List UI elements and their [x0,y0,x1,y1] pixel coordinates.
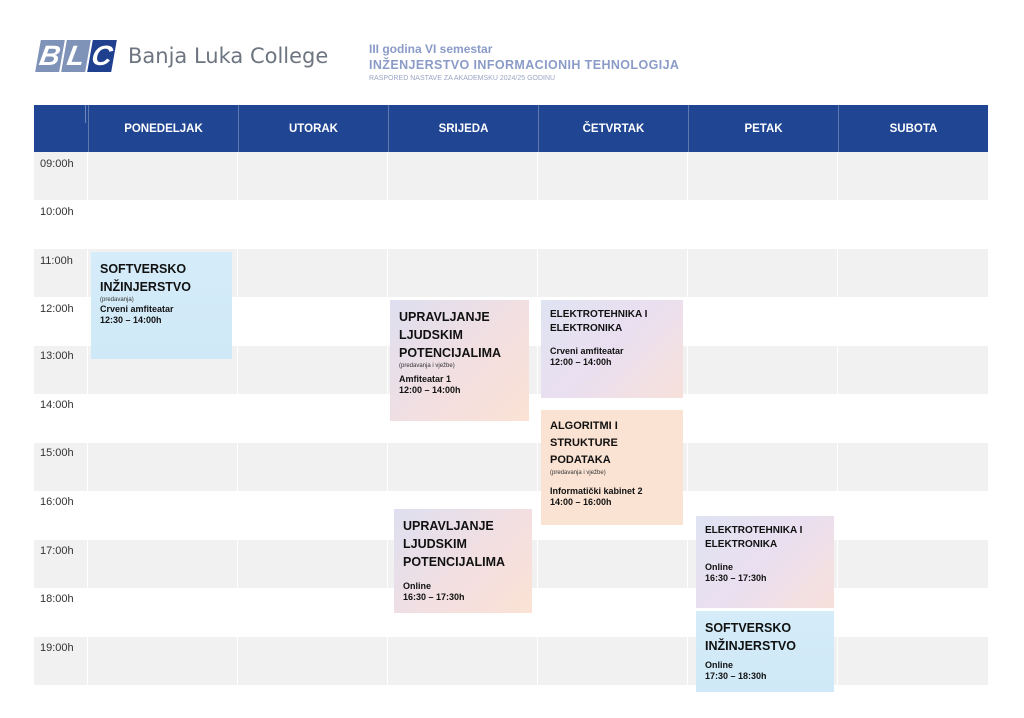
college-name: Banja Luka College [128,44,329,68]
event-room: Informatički kabinet 2 [550,486,643,496]
day-wednesday: SRIJEDA [388,105,538,152]
event-room: Amfiteatar 1 [399,374,452,384]
event-time: 16:30 – 17:30h [403,592,465,602]
hour-row [34,443,988,491]
event-room: Crveni amfiteatar [550,346,624,356]
hour-label: 14:00h [40,399,74,411]
event-elektrotehnika-thu[interactable] [541,300,683,398]
hour-label: 11:00h [40,255,73,267]
hour-label: 12:00h [40,303,74,315]
event-room: Crveni amfiteatar [100,304,174,314]
event-type: (predavanja) [100,297,134,303]
hour-label: 15:00h [40,447,74,459]
event-type: (predavanja i vježbe) [399,363,455,369]
event-title: ALGORITMI I STRUKTURE PODATAKA [550,420,618,466]
event-title: ELEKTROTEHNIKA I ELEKTRONIKA [550,309,648,334]
college-logo [38,40,328,72]
semester-label: III godina VI semestar [369,42,493,56]
hour-row [34,637,988,685]
column-divider [387,152,388,686]
column-divider [87,152,88,686]
event-type: (predavanja i vježbe) [550,470,606,476]
column-divider [237,152,238,686]
header-corner [34,105,88,152]
logo-letter-b: B [35,40,65,72]
event-time: 12:30 – 14:00h [100,315,162,325]
day-thursday: ČETVRTAK [538,105,688,152]
event-title: ELEKTROTEHNIKA I ELEKTRONIKA [705,525,803,550]
day-tuesday: UTORAK [238,105,388,152]
day-saturday: SUBOTA [838,105,988,152]
schedule-heading [369,42,679,82]
day-monday: PONEDELJAK [88,105,238,152]
logo-letter-c: C [87,40,117,72]
logo-letter-l: L [61,40,91,72]
event-upravljanje-wed-1[interactable] [390,300,529,421]
event-time: 17:30 – 18:30h [705,671,767,681]
event-title: UPRAVLJANJE LJUDSKIM POTENCIJALIMA [403,519,506,569]
event-upravljanje-wed-2[interactable] [394,509,532,613]
hour-label: 16:00h [40,496,74,508]
day-header-row [34,105,988,152]
event-algoritmi-thu[interactable] [541,410,683,525]
event-time: 12:00 – 14:00h [399,385,461,395]
column-divider [687,152,688,686]
column-divider [837,152,838,686]
hour-label: 13:00h [40,350,74,362]
schedule-subtitle: RASPORED NASTAVE ZA AKADEMSKU 2024/25 GODINU [369,75,556,82]
logo-mark [38,40,116,72]
hour-label: 10:00h [40,206,74,218]
event-time: 12:00 – 14:00h [550,357,612,367]
event-time: 14:00 – 16:00h [550,497,612,507]
event-title: UPRAVLJANJE LJUDSKIM POTENCIJALIMA [399,310,502,360]
event-time: 16:30 – 17:30h [705,573,767,583]
hour-row [34,200,988,248]
event-softversko-fri[interactable] [696,611,834,692]
event-room: Online [705,562,734,572]
day-friday: PETAK [688,105,838,152]
hour-label: 18:00h [40,593,74,605]
hour-label: 17:00h [40,545,74,557]
event-room: Online [705,660,734,670]
event-room: Online [403,581,432,591]
program-title: INŽENJERSTVO INFORMACIONIH TEHNOLOGIJA [369,58,680,72]
hour-label: 09:00h [40,158,74,170]
event-elektrotehnika-fri[interactable] [696,516,834,608]
event-title: SOFTVERSKO INŽINJERSTVO [100,262,191,294]
event-softversko-mon[interactable] [91,252,232,359]
hour-label: 19:00h [40,642,74,654]
column-divider [537,152,538,686]
hour-row [34,152,988,200]
event-title: SOFTVERSKO INŽINJERSTVO [705,621,796,653]
